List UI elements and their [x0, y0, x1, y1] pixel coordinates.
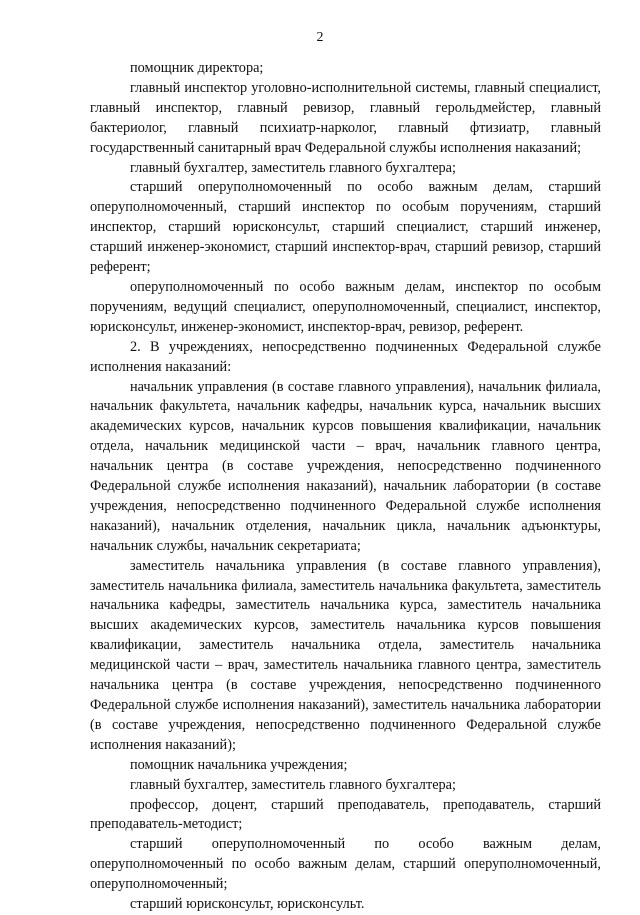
paragraph: профессор, доцент, старший преподаватель, преподаватель, старший преподаватель-методист;: [90, 796, 601, 833]
section-heading: 2. В учреждениях, непосредственно подчиненных Федеральной службе исполнения наказаний:: [90, 338, 601, 375]
paragraph: помощник директора;: [130, 60, 264, 76]
page-number: 2: [316, 30, 324, 45]
paragraph: старший оперуполномоченный по особо важным делам, оперуполномоченный по особо важным делам, старший оперуполномоченный, оперуполномоченный;: [90, 836, 601, 893]
paragraph: старший юрисконсульт, юрисконсульт.: [130, 896, 365, 913]
paragraph: старший оперуполномоченный по особо важным делам, старший оперуполномоченный, старший инспектор по особым поручениям, старший инспектор, старший юрисконсульт, старший специалист, старший инженер, старший инженер-экономист, старший инспектор-врач, старший ревизор, старший референт;: [90, 179, 601, 276]
paragraph: помощник начальника учреждения;: [130, 756, 348, 773]
paragraph: заместитель начальника управления (в составе главного управления), заместитель начальника филиала, заместитель начальника факультета, заместитель начальника кафедры, заместитель начальника курса, заместитель начальника высших академических курсов, заместитель начальника курсов повышения квалификации, заместитель начальника отдела, заместитель начальника медицинской части – врач, заместитель начальника главного центра, заместитель начальника центра (в составе учреждения, непосредственно подчиненного Федеральной службе исполнения наказаний), заместитель начальника лаборатории (в составе учреждения, непосредственно подчиненного Федеральной службе исполнения наказаний);: [90, 557, 601, 753]
paragraph: оперуполномоченный по особо важным делам, инспектор по особым поручениям, ведущий специалист, оперуполномоченный, специалист, инспектор, юрисконсульт, инженер-экономист, инспектор-врач, ревизор, референт.: [90, 278, 601, 335]
document-body: [90, 59, 601, 915]
paragraph: начальник управления (в составе главного управления), начальник филиала, начальник факультета, начальник кафедры, начальник курса, начальник высших академических курсов, начальник курсов повышения квалификации, начальник отдела, начальник медицинской части – врач, начальник главного центра, начальник центра (в составе учреждения, непосредственно подчиненного Федеральной службе исполнения наказаний), начальник лаборатории (в составе учреждения, непосредственно подчиненного Федеральной службе исполнения наказаний), начальник отделения, начальник цикла, начальник адъюнктуры, начальник службы, начальник секретариата;: [90, 378, 601, 554]
paragraph: главный бухгалтер, заместитель главного бухгалтера;: [130, 159, 457, 176]
paragraph: главный бухгалтер, заместитель главного бухгалтера;: [130, 776, 457, 793]
paragraph: главный инспектор уголовно-исполнительной системы, главный специалист, главный инспектор, главный ревизор, главный герольдмейстер, главный бактериолог, главный психиатр-нарколог, главный фтизиатр, главный государственный санитарный врач Федеральной службы исполнения наказаний;: [90, 79, 601, 156]
